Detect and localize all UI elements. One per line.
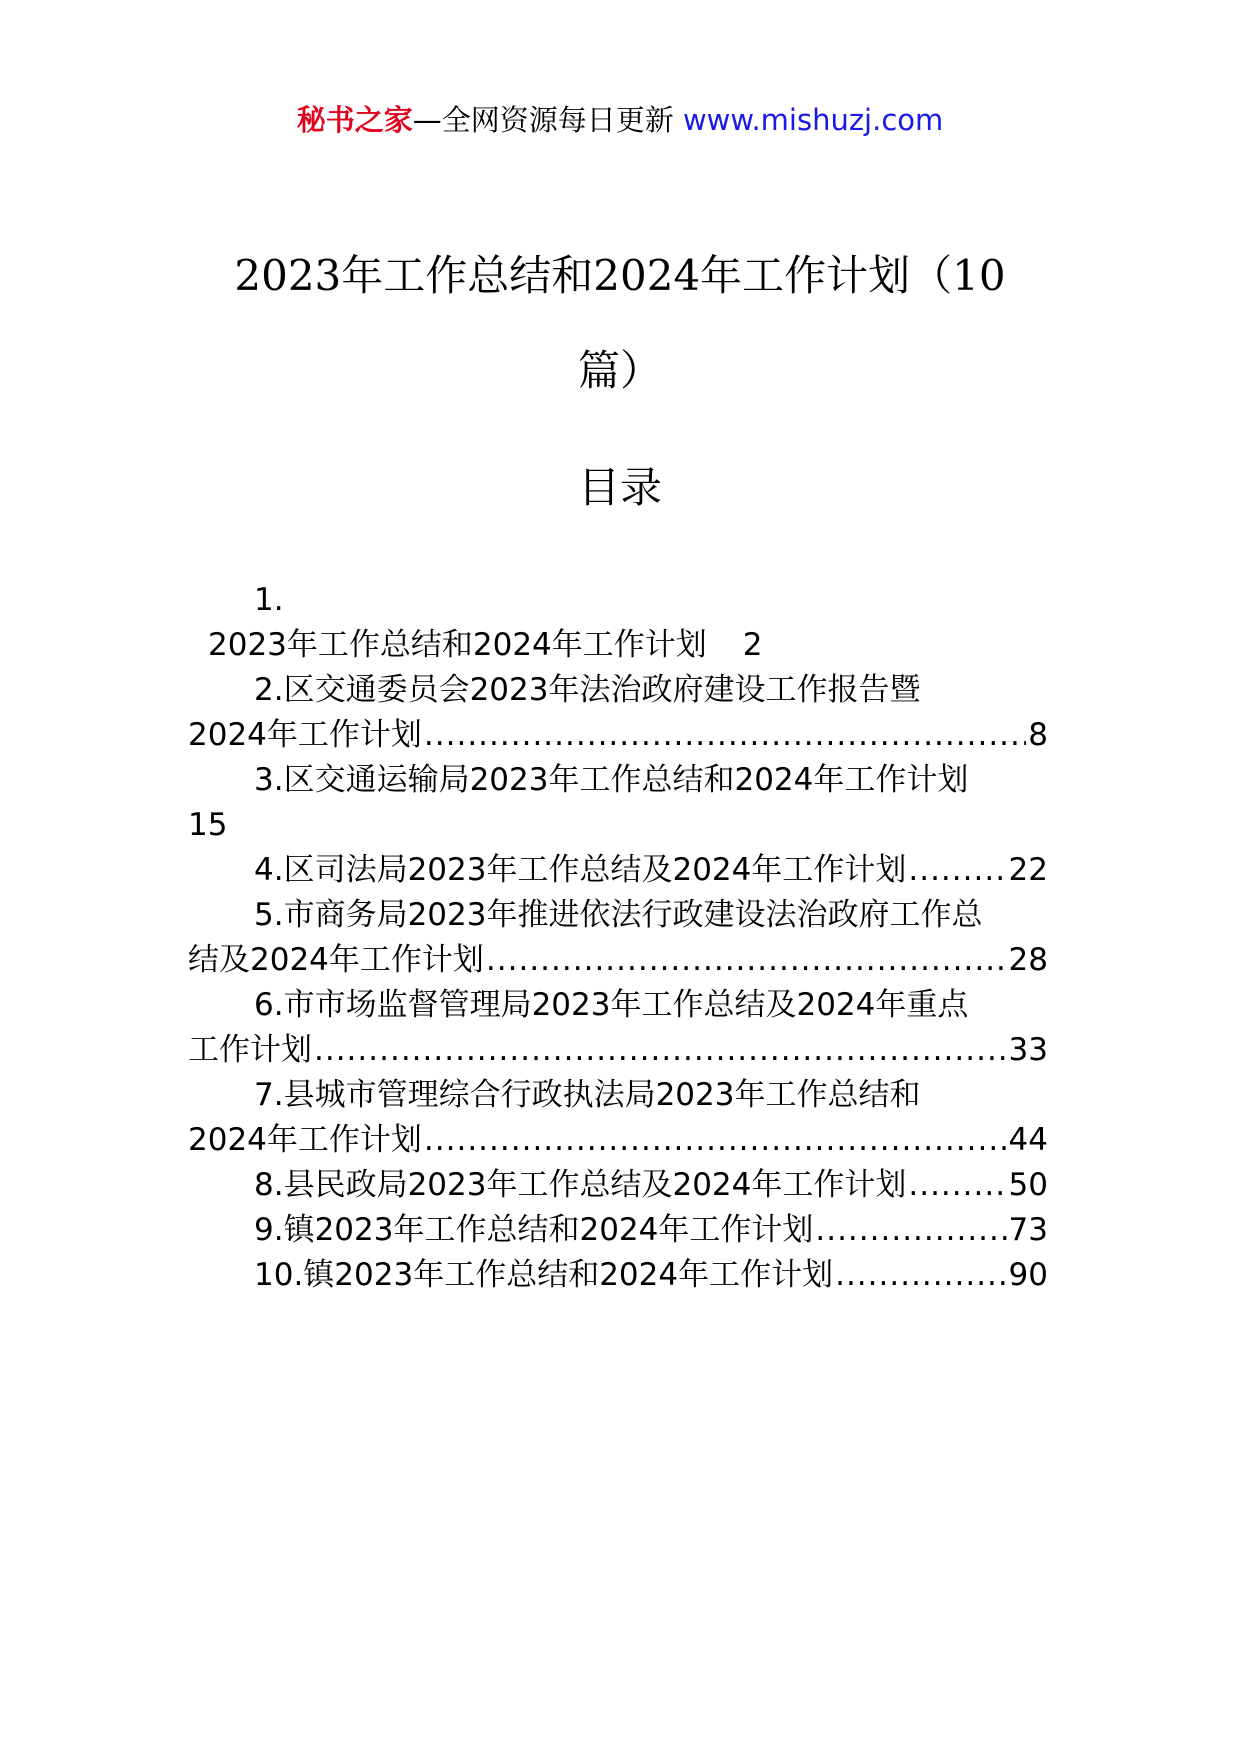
toc-entry-5-line-2[interactable] [188,938,1048,983]
toc-entry-title-cont: 2024年工作计划 [188,717,422,753]
toc-entry-title: 2023年工作总结和2024年工作计划 [208,627,707,663]
toc-entry-3-line-2[interactable] [188,803,1048,848]
document-title [0,228,1240,418]
toc-entry-1[interactable] [188,623,1048,668]
toc-entry-title-cont: 2024年工作计划 [188,1122,422,1158]
toc-entry-page: 50 [1008,1167,1048,1203]
dot-leader [908,1163,1006,1208]
toc-entry-title: 10.镇2023年工作总结和2024年工作计划 [254,1257,834,1293]
dot-leader [908,848,1006,893]
toc-entry-5-line-1[interactable] [188,893,1048,938]
site-url-link[interactable]: www.mishuzj.com [682,103,944,137]
toc-entry-page: 90 [1008,1257,1048,1293]
toc-entry-2-line-1[interactable] [188,668,1048,713]
toc-entry-page: 44 [1008,1122,1048,1158]
toc-entry-7-line-2[interactable] [188,1118,1048,1163]
dot-leader [314,1028,1007,1073]
toc-entry-title: 8.县民政局2023年工作总结及2024年工作计划 [254,1167,907,1203]
dot-leader [486,938,1007,983]
toc-entry-page: 8 [1028,717,1048,753]
dot-leader [835,1253,1006,1298]
toc-entry-title: 5.市商务局2023年推进依法行政建设法治政府工作总 [254,897,983,933]
toc-entry-page: 73 [1008,1212,1048,1248]
toc-entry-9[interactable] [188,1208,1048,1253]
dot-leader [424,713,1026,758]
toc-entry-8[interactable] [188,1163,1048,1208]
toc-entry-title: 9.镇2023年工作总结和2024年工作计划 [254,1212,814,1248]
site-header [0,100,1240,140]
toc-entry-title-cont: 结及2024年工作计划 [188,942,484,978]
toc-entry-7-line-1[interactable] [188,1073,1048,1118]
toc-entry-title: 7.县城市管理综合行政执法局2023年工作总结和 [254,1077,921,1113]
toc-entry-page: 2 [742,627,763,663]
toc-entry-4[interactable] [188,848,1048,893]
toc-heading: 目录 [577,463,662,512]
toc-entry-page: 28 [1008,942,1048,978]
toc-entry-title: 3.区交通运输局2023年工作总结和2024年工作计划 [254,762,969,798]
table-of-contents [188,578,1048,1298]
dot-leader [424,1118,1007,1163]
toc-entry-3-line-1[interactable] [188,758,1048,803]
toc-entry-6-line-1[interactable] [188,983,1048,1028]
toc-entry-10[interactable] [188,1253,1048,1298]
toc-entry-page: 33 [1008,1032,1048,1068]
toc-entry-number: 1. [254,582,284,618]
toc-entry-6-line-2[interactable] [188,1028,1048,1073]
document-title-line-2: 篇） [577,346,662,395]
toc-entry-1-number[interactable] [188,578,1048,623]
toc-entry-2-line-2[interactable] [188,713,1048,758]
site-tagline: —全网资源每日更新 [412,103,683,137]
document-title-line-1: 2023年工作总结和2024年工作计划（10 [234,251,1006,300]
toc-entry-page: 22 [1008,852,1048,888]
toc-entry-title: 6.市市场监督管理局2023年工作总结及2024年重点 [254,987,969,1023]
toc-entry-title-cont: 工作计划 [188,1032,312,1068]
toc-entry-title: 2.区交通委员会2023年法治政府建设工作报告暨 [254,672,921,708]
toc-entry-title: 4.区司法局2023年工作总结及2024年工作计划 [254,852,907,888]
site-name: 秘书之家 [296,103,413,137]
dot-leader [815,1208,1006,1253]
toc-entry-page: 15 [188,807,228,843]
